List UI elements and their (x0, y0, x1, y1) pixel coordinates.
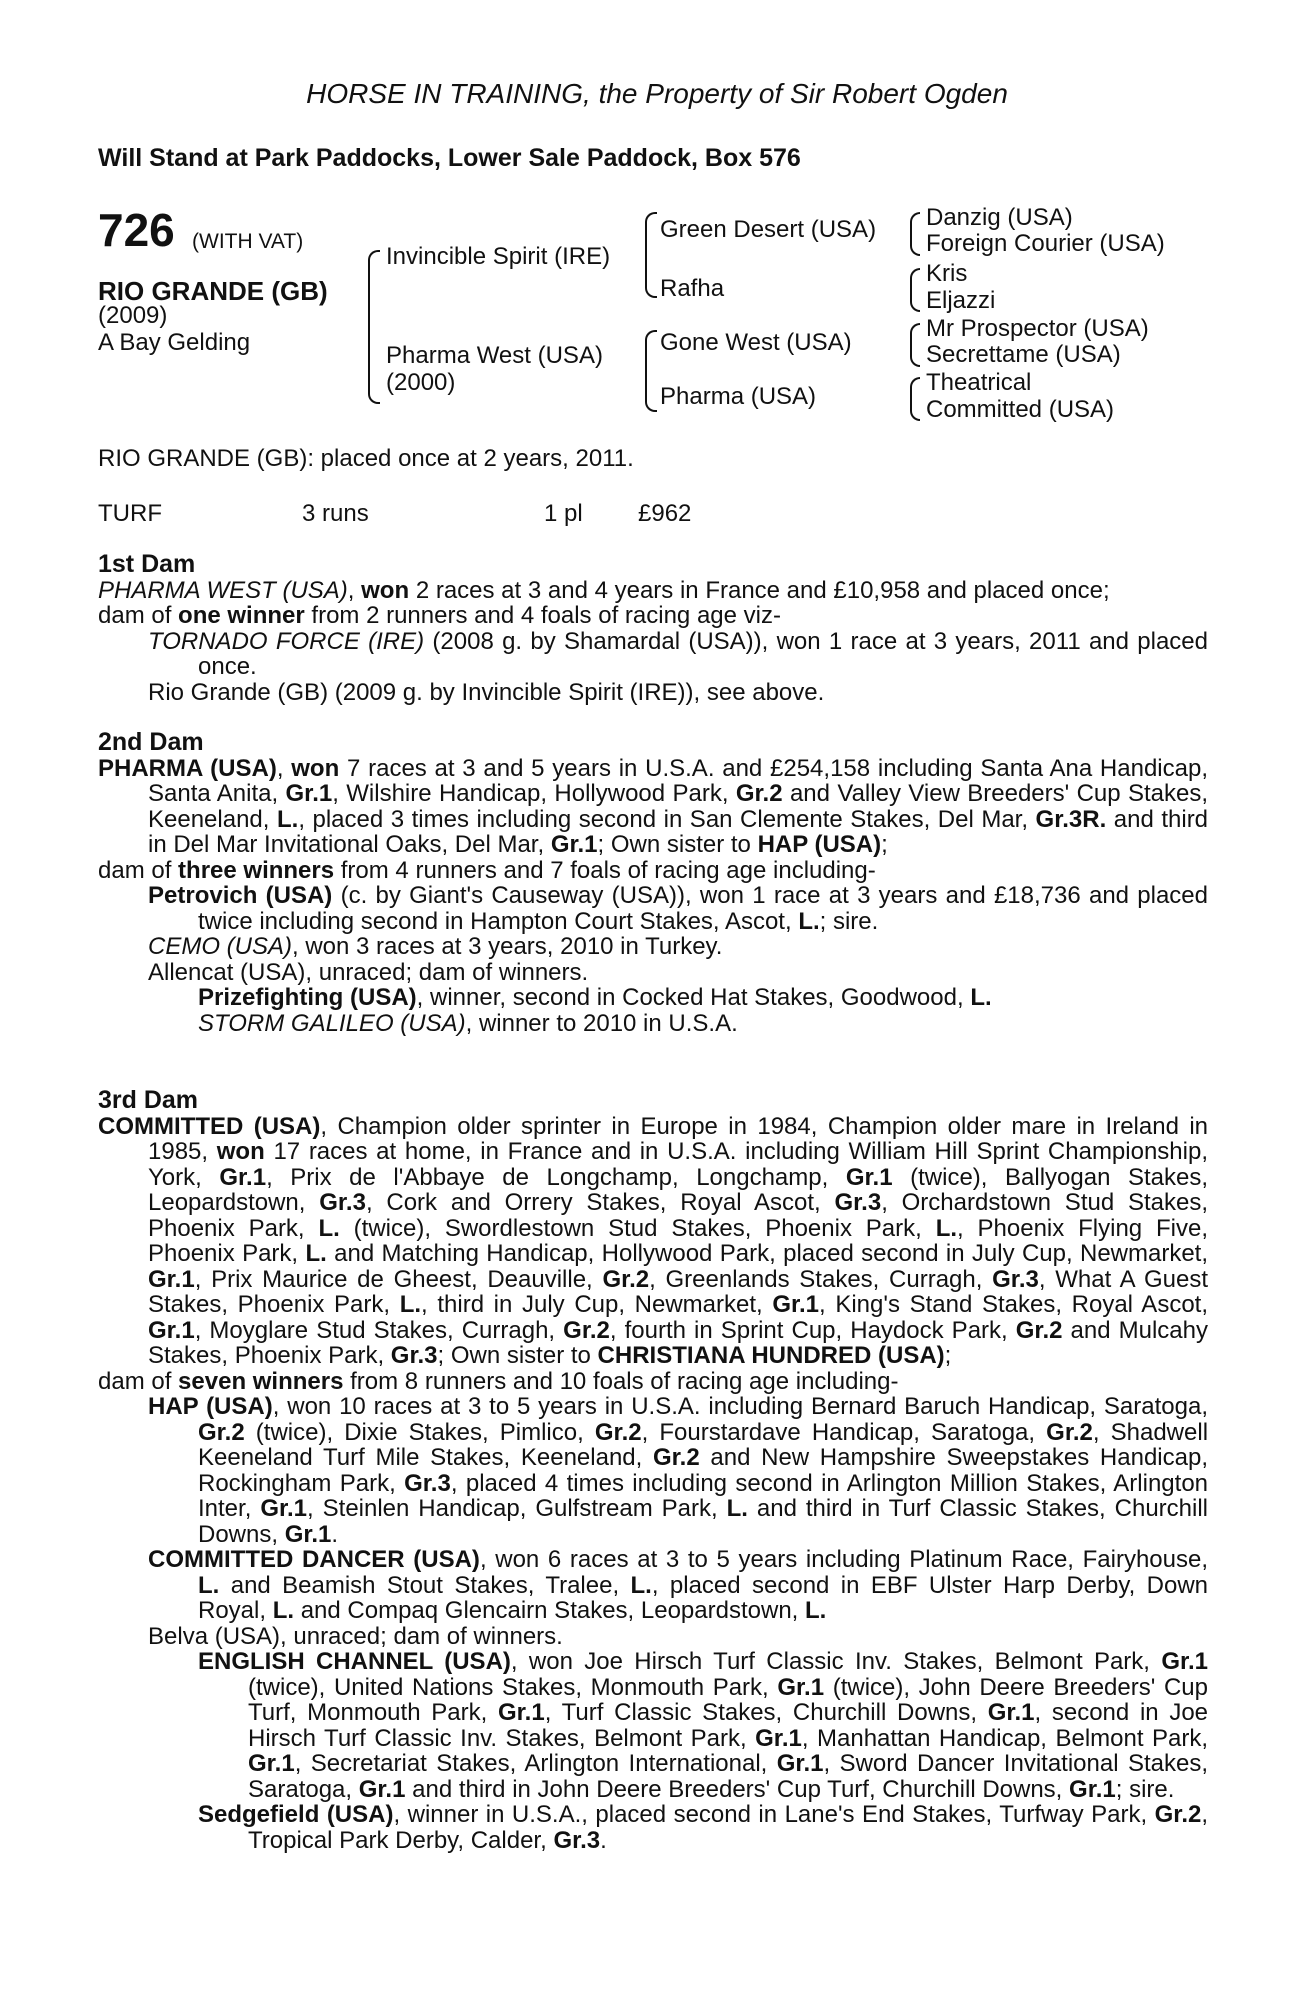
offspring-entry: TORNADO FORCE (IRE) (2008 g. by Shamardal (USA)), won 1 race at 3 years, 2011 and placed once. (148, 627, 1208, 680)
first-dam-heading: 1st Dam (98, 550, 196, 578)
lot-number: 726 (98, 204, 175, 256)
offspring-entry: COMMITTED DANCER (USA), won 6 races at 3 to 5 years including Platinum Race, Fairyhouse, L. and Beamish Stout Stakes, Tralee, L., placed second in EBF Ulster Harp Derby, Down Royal, L. and Compaq Glencairn Stakes, Leopardstown, L. (148, 1546, 1209, 1624)
pedigree-dd-dam: Committed (USA) (926, 396, 1115, 423)
grand-offspring-entry: ENGLISH CHANNEL (USA), won Joe Hirsch Turf Classic Inv. Stakes, Belmont Park, Gr.1 (twice), United Nations Stakes, Monmouth Park, Gr.1 (twice), John Deere Breeders' Cup Turf, Monmouth Park, Gr.1, Turf Classic Stakes, Churchill Downs, Gr.1, second in Joe Hirsch Turf Classic Inv. Stakes, Belmont Park, Gr.1, Manhattan Handicap, Belmont Park, Gr.1, Secretariat Stakes, Arlington International, Gr.1, Sword Dancer Invitational Stakes, Saratoga, Gr.1 and third in John Deere Breeders' Cup Turf, Churchill Downs, Gr.1; sire. (198, 1648, 1209, 1803)
pedigree-brace (910, 268, 920, 312)
pedigree-brace (910, 377, 920, 421)
offspring-entry: HAP (USA), won 10 races at 3 to 5 years in U.S.A. including Bernard Baruch Handicap, Saratoga, Gr.2 (twice), Dixie Stakes, Pimlico, Gr.2, Fourstardave Handicap, Saratoga, Gr.2, Shadwell Keeneland Turf Mile Stakes, Keeneland, Gr.2 and New Hampshire Sweepstakes Handicap, Rockingham Park, Gr.3, placed 4 times including second in Arlington Million Stakes, Arlington Inter, Gr.1, Steinlen Handicap, Gulfstream Park, L. and third in Turf Classic Stakes, Churchill Downs, Gr.1. (148, 1393, 1209, 1548)
offspring-entry: Rio Grande (GB) (2009 g. by Invincible Spirit (IRE)), see above. (148, 678, 825, 706)
pedigree-dam-year: (2000) (386, 369, 456, 396)
horse-summary: RIO GRANDE (GB): placed once at 2 years, 2011. (98, 445, 634, 472)
pedigree-brace (910, 212, 920, 256)
pedigree-dd-sire: Theatrical (926, 369, 1032, 396)
second-dam-heading: 2nd Dam (98, 728, 204, 756)
pedigree-ss-sire: Danzig (USA) (926, 204, 1073, 231)
second-dam-produce: dam of three winners from 4 runners and 7 foals of racing age including- (98, 856, 876, 884)
pedigree-brace (645, 212, 657, 298)
third-dam-section (98, 1088, 1208, 1853)
third-dam-record: COMMITTED (USA), Champion older sprinter in Europe in 1984, Champion older mare in Ireland in 1985, won 17 races at home, in France and in U.S.A. including William Hill Sprint Championship, York, Gr.1, Prix de l'Abbaye de Longchamp, Longchamp, Gr.1 (twice), Ballyogan Stakes, Leopardstown, Gr.3, Cork and Orrery Stakes, Royal Ascot, Gr.3, Orchardstown Stud Stakes, Phoenix Park, L. (twice), Swordlestown Stud Stakes, Phoenix Park, L., Phoenix Flying Five, Phoenix Park, L. and Matching Handicap, Hollywood Park, placed second in July Cup, Newmarket, Gr.1, Prix Maurice de Gheest, Deauville, Gr.2, Greenlands Stakes, Curragh, Gr.3, What A Guest Stakes, Phoenix Park, L., third in July Cup, Newmarket, Gr.1, King's Stand Stakes, Royal Ascot, Gr.1, Moyglare Stud Stakes, Curragh, Gr.2, fourth in Sprint Cup, Haydock Park, Gr.2 and Mulcahy Stakes, Phoenix Park, Gr.3; Own sister to CHRISTIANA HUNDRED (USA); (98, 1112, 1209, 1369)
pedigree-sire: Invincible Spirit (IRE) (386, 243, 611, 270)
second-dam-record: PHARMA (USA), won 7 races at 3 and 5 years in U.S.A. and £254,158 including Santa Ana Handicap, Santa Anita, Gr.1, Wilshire Handicap, Hollywood Park, Gr.2 and Valley View Breeders' Cup Stakes, Keeneland, L., placed 3 times including second in San Clemente Stakes, Del Mar, Gr.3R. and third in Del Mar Invitational Oaks, Del Mar, Gr.1; Own sister to HAP (USA); (98, 754, 1209, 858)
horse-name: RIO GRANDE (GB) (98, 276, 328, 306)
grand-offspring-entry: STORM GALILEO (USA), winner to 2010 in U.S.A. (198, 1009, 738, 1037)
first-dam-produce: dam of one winner from 2 runners and 4 foals of racing age viz- (98, 602, 781, 629)
record-placings: 1 pl (544, 500, 583, 527)
pedigree-dam: Pharma West (USA) (386, 342, 603, 369)
pedigree-dam-sire: Gone West (USA) (660, 329, 852, 356)
dam-name: PHARMA WEST (USA) (98, 576, 348, 604)
pedigree-brace (910, 323, 920, 367)
page-title: HORSE IN TRAINING, the Property of Sir Robert Ogden (306, 78, 1008, 109)
grand-offspring-entry: Prizefighting (USA), winner, second in Cocked Hat Stakes, Goodwood, L. (198, 984, 992, 1011)
stand-location: Will Stand at Park Paddocks, Lower Sale Paddock, Box 576 (98, 144, 801, 172)
pedigree-brace (368, 250, 380, 404)
pedigree-ds-dam: Secrettame (USA) (926, 341, 1121, 368)
offspring-entry: Belva (USA), unraced; dam of winners. (148, 1622, 563, 1650)
horse-year: (2009) (98, 302, 168, 329)
pedigree-sire-sire: Green Desert (USA) (660, 216, 877, 243)
first-dam-section (98, 552, 1208, 705)
pedigree-brace (645, 330, 657, 412)
pedigree-sd-sire: Kris (926, 260, 968, 287)
first-dam-line: PHARMA WEST (USA), won 2 races at 3 and 4 years in France and £10,958 and placed once; (98, 576, 1110, 604)
record-runs: 3 runs (302, 500, 369, 527)
grand-offspring-entry: Sedgefield (USA), winner in U.S.A., placed second in Lane's End Stakes, Turfway Park, Gr.2, Tropical Park Derby, Calder, Gr.3. (198, 1801, 1209, 1854)
horse-description: A Bay Gelding (98, 329, 251, 356)
record-surface: TURF (98, 500, 162, 527)
pedigree-dam-dam: Pharma (USA) (660, 383, 817, 410)
pedigree-ss-dam: Foreign Courier (USA) (926, 230, 1165, 257)
pedigree-sire-dam: Rafha (660, 275, 725, 302)
pedigree-sd-dam: Eljazzi (926, 287, 996, 314)
offspring-entry: CEMO (USA), won 3 races at 3 years, 2010 in Turkey. (148, 933, 723, 960)
third-dam-produce: dam of seven winners from 8 runners and 10 foals of racing age including- (98, 1367, 899, 1395)
vat-note: (WITH VAT) (192, 230, 304, 253)
third-dam-heading: 3rd Dam (98, 1086, 199, 1114)
record-earnings: £962 (638, 500, 692, 527)
second-dam-section (98, 730, 1208, 1036)
offspring-entry: Allencat (USA), unraced; dam of winners. (148, 958, 589, 986)
pedigree-ds-sire: Mr Prospector (USA) (926, 315, 1149, 342)
offspring-entry: Petrovich (USA) (c. by Giant's Causeway (USA)), won 1 race at 3 years and £18,736 and placed twice including second in Hampton Court Stakes, Ascot, L.; sire. (148, 882, 1208, 935)
